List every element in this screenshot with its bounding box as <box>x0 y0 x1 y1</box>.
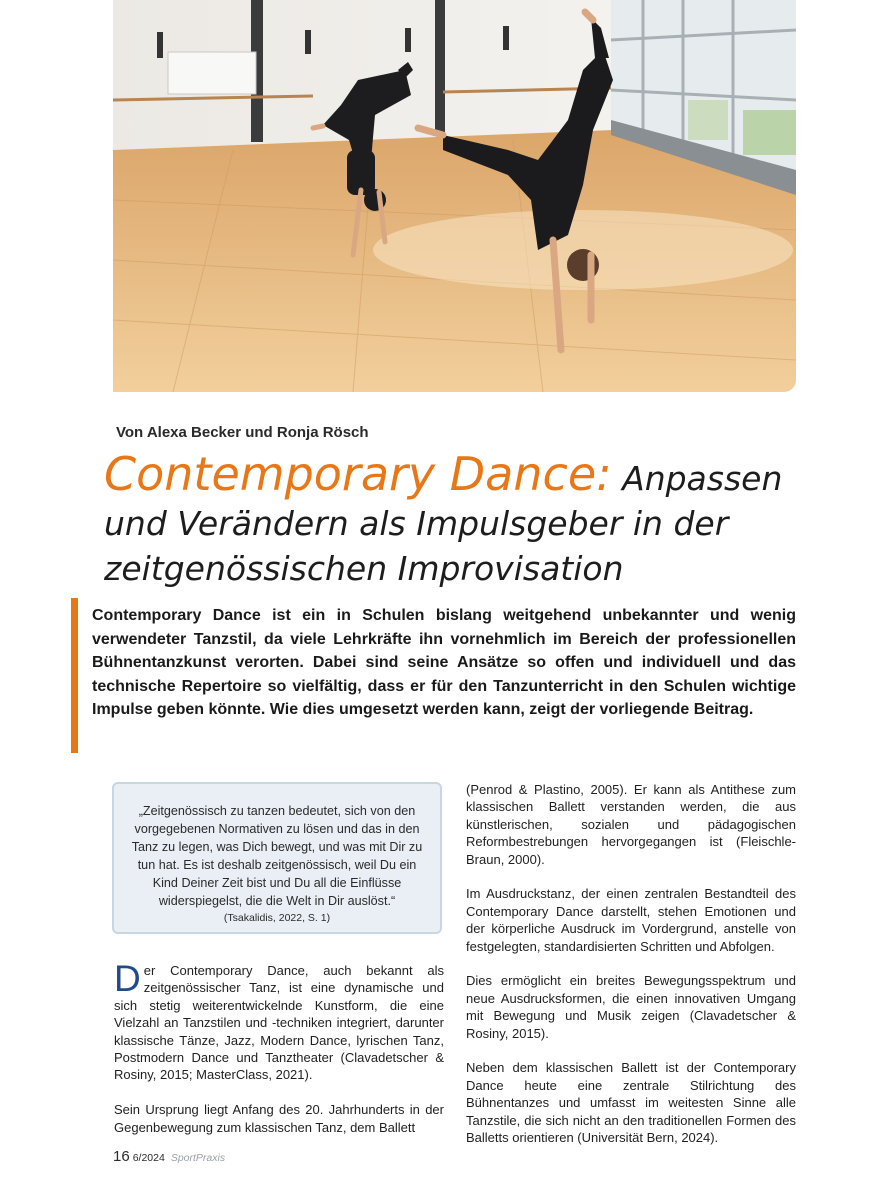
magazine-name: SportPraxis <box>170 1152 226 1164</box>
body-paragraph: Neben dem klassischen Ballett ist der Contemporary Dance heute eine zentrale Stilrichtung des Bühnentanzes und umfasst im weitesten Sinne alle Tanzstile, die sich nicht an den traditionellen Formen des Balletts orientieren (Universität Bern, 2024). <box>466 1060 796 1146</box>
body-paragraph: Dies ermöglicht ein breites Bewegungsspektrum und neue Ausdrucksformen, die einen innovativen Umgang mit Bewegung und Musik zeigen (Clavadetscher & Rosiny, 2015). <box>466 973 796 1041</box>
body-column-left <box>114 958 444 1153</box>
page-footer <box>113 1148 225 1166</box>
quote-source: (Tsakalidis, 2022, S. 1) <box>223 912 331 924</box>
issue-number: 6/2024 <box>132 1152 165 1164</box>
article-title <box>104 447 804 591</box>
lead-paragraph: Contemporary Dance ist ein in Schulen bislang weitgehend unbekannter und wenig verwendeter Tanzstil, da viele Lehrkräfte ihn vornehmlich im Bereich der professionellen Bühnentanzkunst verorten. Dabei sind seine Ansätze so offen und individuell und das technische Repertoire so vielfältig, dass er für den Tanzunterricht in den Schulen wichtige Impulse geben könnte. Wie dies umgesetzt werden kann, zeigt der vorliegende Beitrag. <box>92 607 796 718</box>
body-paragraph: Im Ausdruckstanz, der einen zentralen Bestandteil des Contemporary Dance darstellt, stehen Emotionen und der körperliche Ausdruck im Vordergrund, anstelle von festgelegten, standardisierten Schritten und Abfolgen. <box>466 886 796 954</box>
body-text: er Contemporary Dance, auch bekannt als zeitgenössischer Tanz, ist eine dynamische und sich stetig weiterentwickelnde Kunstform, die eine Vielzahl an Tanzstilen und -techniken integriert, darunter klassische Tänze, Jazz, Modern Dance, lyrischen Tanz, Postmodern Dance und Tanztheater (Clavadetscher & Rosiny, 2015; MasterClass, 2021). <box>114 963 444 1083</box>
body-paragraph: Sein Ursprung liegt Anfang des 20. Jahrhunderts in der Gegenbewegung zum klassischen Tanz, dem Ballett <box>114 1102 444 1135</box>
body-paragraph <box>114 958 444 1084</box>
page-number: 16 <box>113 1148 130 1165</box>
quote-box <box>112 782 442 934</box>
drop-cap: D <box>114 958 141 999</box>
title-rest: Anpassen und Verändern als Impulsgeber in der zeitgenössischen Improvisation <box>104 459 783 588</box>
lead-accent-bar <box>71 598 78 753</box>
title-accent: Contemporary Dance: <box>104 447 612 501</box>
quote-text: „Zeitgenössisch zu tanzen bedeutet, sich von den vorgegebenen Normativen zu lösen und das in den Tanz zu legen, was Dich bewegt, und was mit Dir zu tun hat. Es ist deshalb zeitgenössisch, weil Du ein Kind Deiner Zeit bist und Du all die Einflüsse widerspiegelst, die die Welt in Dir auslöst.“ <box>131 804 423 908</box>
author-byline: Von Alexa Becker und Ronja Rösch <box>116 424 369 441</box>
hero-photo <box>113 0 796 392</box>
body-paragraph: (Penrod & Plastino, 2005). Er kann als Antithese zum klassischen Ballett verstanden werden, die aus künstlerischen, sozialen und pädagogischen Reformbestrebungen hervorgegangen ist (Fleischle-Braun, 2000). <box>466 782 796 867</box>
body-column-right <box>466 781 796 1164</box>
